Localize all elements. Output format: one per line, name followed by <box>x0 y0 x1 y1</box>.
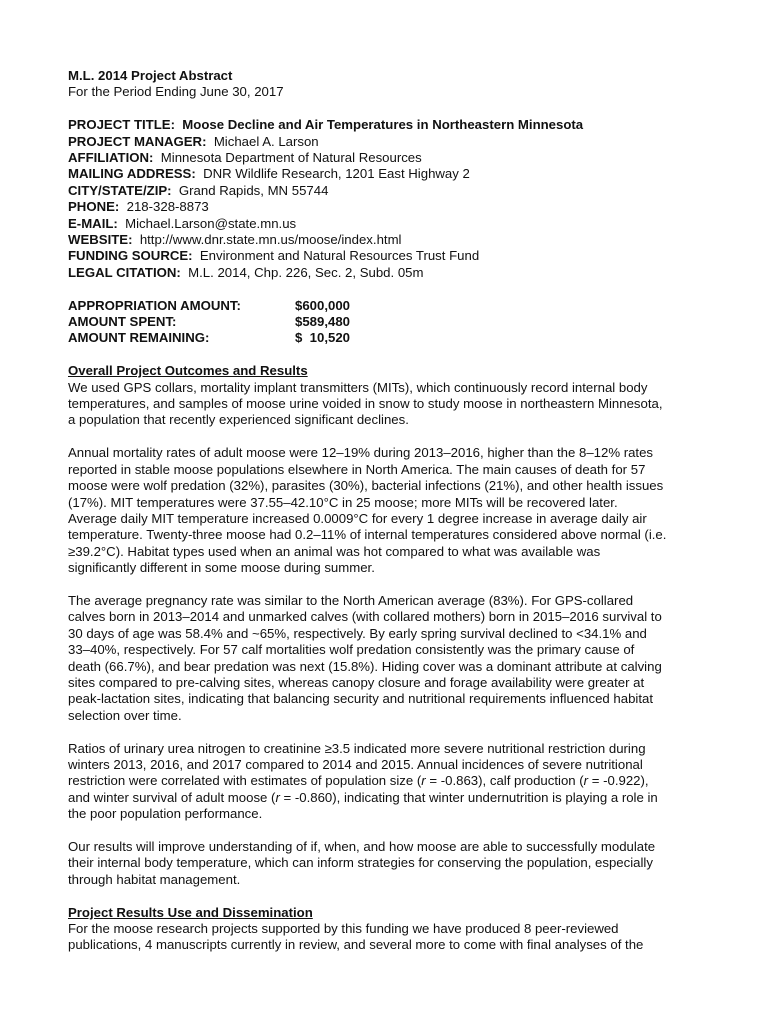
paragraph-line: temperatures, and samples of moose urine voided in snow to study moose in northeastern Minnesota, <box>68 396 663 412</box>
paragraph-line: Average daily MIT temperature increased 0.0009°C for every 1 degree increase in average daily air <box>68 510 647 526</box>
paragraph-line: temperature. Twenty-three moose had 0.2–11% of internal temperatures considered above normal (i.e. <box>68 527 667 543</box>
funding-value: Environment and Natural Resources Trust Fund <box>199 248 480 264</box>
abstract-title: M.L. 2014 Project Abstract <box>68 68 233 83</box>
city-label: CITY/STATE/ZIP: <box>68 182 172 198</box>
affiliation-value: Minnesota Department of Natural Resources <box>160 150 422 166</box>
dissemination-heading: Project Results Use and Dissemination <box>68 904 313 920</box>
r-symbol: r <box>421 773 426 789</box>
paragraph-line: Our results will improve understanding of if, when, and how moose are able to successfully modulate <box>68 838 656 854</box>
spent-label: AMOUNT SPENT: <box>68 314 177 330</box>
outcomes-paragraph-4 <box>68 741 708 823</box>
project-title-label: PROJECT TITLE: <box>68 117 175 133</box>
city-value: Grand Rapids, MN 55744 <box>178 182 329 198</box>
paragraph-line: death (66.7%), and bear predation was next (15.8%). Hiding cover was a dominant attribute at calving <box>68 658 662 674</box>
paragraph-line: through habitat management. <box>68 871 241 887</box>
paragraph-line: their internal body temperature, which can inform strategies for conserving the population, especially <box>68 855 653 871</box>
r-symbol: r <box>583 773 589 789</box>
paragraph-line: publications, 4 manuscripts currently in review, and several more to come with final analyses of the <box>68 937 644 953</box>
mailing-label: MAILING ADDRESS: <box>68 166 196 182</box>
mailing-line <box>68 166 708 182</box>
text-run: = -0.863), calf production ( <box>425 773 584 789</box>
outcomes-paragraph-3 <box>68 593 708 724</box>
paragraph-line: peak-lactation sites, indicating that balancing security and nutritional requirements influenced habitat <box>68 691 653 707</box>
remaining-label: AMOUNT REMAINING: <box>68 330 210 346</box>
manager-label: PROJECT MANAGER: <box>68 133 207 149</box>
appropriation-value: $600,000 <box>295 297 351 313</box>
paragraph-line: Annual mortality rates of adult moose were 12–19% during 2013–2016, higher than the 8–12% rates <box>68 445 654 461</box>
period-line: For the Period Ending June 30, 2017 <box>68 84 284 100</box>
paragraph-line: moose were wolf predation (32%), parasites (30%), bacterial infections (21%), and other health issues <box>68 478 664 494</box>
paragraph-line: 33–40%, respectively. For 57 calf mortalities wolf predation consistently was the primary cause of <box>68 642 635 658</box>
legal-label: LEGAL CITATION: <box>68 264 181 280</box>
affiliation-line <box>68 150 708 166</box>
remaining-value: $ 10,520 <box>295 330 350 346</box>
paragraph-line: ≥39.2°C). Habitat types used when an animal was hot compared to what was available was <box>68 543 601 559</box>
project-title: Moose Decline and Air Temperatures in Northeastern Minnesota <box>182 117 584 133</box>
website-value: http://www.dnr.state.mn.us/moose/index.html <box>139 232 402 248</box>
text-run: = -0.860), indicating that winter undernutrition is playing a role in <box>279 789 658 805</box>
paragraph-line: a population that recently experienced significant declines. <box>68 412 409 428</box>
paragraph-line: the poor population performance. <box>68 806 263 822</box>
legal-line <box>68 265 708 281</box>
paragraph-line: (17%). MIT temperatures were 37.55–42.10°C in 25 moose; more MITs will be recovered later. <box>68 494 618 510</box>
appropriation-label: APPROPRIATION AMOUNT: <box>68 297 241 313</box>
outcomes-paragraph-2 <box>68 445 708 576</box>
paragraph-line: We used GPS collars, mortality implant transmitters (MITs), which continuously record internal body <box>68 379 648 395</box>
funding-label: FUNDING SOURCE: <box>68 248 193 264</box>
paragraph-line: calves born in 2013–2014 and unmarked calves (with collared mothers) born in 2015–2016 survival to <box>68 609 662 625</box>
paragraph-line: The average pregnancy rate was similar to the North American average (83%). For GPS-collared <box>68 592 634 608</box>
paragraph-line: For the moose research projects supported by this funding we have produced 8 peer-reviewed <box>68 921 619 936</box>
outcomes-paragraph-5 <box>68 839 708 888</box>
paragraph-line: sites compared to pre-calving sites, whereas canopy closure and forage availability were greater at <box>68 674 645 690</box>
funding-line <box>68 248 708 264</box>
paragraph-line: selection over time. <box>68 707 182 723</box>
text-run: and winter survival of adult moose ( <box>68 789 276 805</box>
spent-row <box>68 314 708 330</box>
outcomes-paragraph-1 <box>68 380 708 429</box>
r-symbol: r <box>275 789 280 805</box>
paragraph-line: reported in stable moose populations elsewhere in North America. The main causes of death for 57 <box>68 461 646 477</box>
paragraph-line: Ratios of urinary urea nitrogen to creatinine ≥3.5 indicated more severe nutritional restriction during <box>68 740 646 756</box>
mailing-value: DNR Wildlife Research, 1201 East Highway 2 <box>203 166 470 182</box>
paragraph-line <box>68 790 708 806</box>
legal-value: M.L. 2014, Chp. 226, Sec. 2, Subd. 05m <box>188 264 424 280</box>
manager-line <box>68 134 708 150</box>
text-run: restriction were correlated with estimates of population size ( <box>68 773 422 789</box>
affiliation-label: AFFILIATION: <box>68 150 154 166</box>
text-run: = -0.922), <box>588 773 649 789</box>
phone-label: PHONE: <box>68 199 120 215</box>
email-value: Michael.Larson@state.mn.us <box>125 215 297 231</box>
phone-line <box>68 199 708 215</box>
outcomes-heading: Overall Project Outcomes and Results <box>68 363 308 379</box>
email-label: E-MAIL: <box>68 215 118 231</box>
document-page <box>68 68 708 954</box>
appropriation-row <box>68 298 708 314</box>
paragraph-line: significantly different in some moose during summer. <box>68 560 375 576</box>
city-line <box>68 183 708 199</box>
paragraph-line: 30 days of age was 58.4% and ~65%, respectively. By early spring survival declined to <34.1% and <box>68 625 647 641</box>
remaining-row <box>68 330 708 346</box>
email-line <box>68 216 708 232</box>
manager-value: Michael A. Larson <box>213 133 319 149</box>
paragraph-line: winters 2013, 2016, and 2017 compared to 2014 and 2015. Annual incidences of severe nutritional <box>68 756 643 772</box>
dissemination-paragraph <box>68 921 708 954</box>
paragraph-line <box>68 773 708 789</box>
website-label: WEBSITE: <box>68 232 133 248</box>
phone-value: 218-328-8873 <box>126 199 209 215</box>
website-line <box>68 232 708 248</box>
project-title-line <box>68 117 708 133</box>
spent-value: $589,480 <box>295 314 351 330</box>
